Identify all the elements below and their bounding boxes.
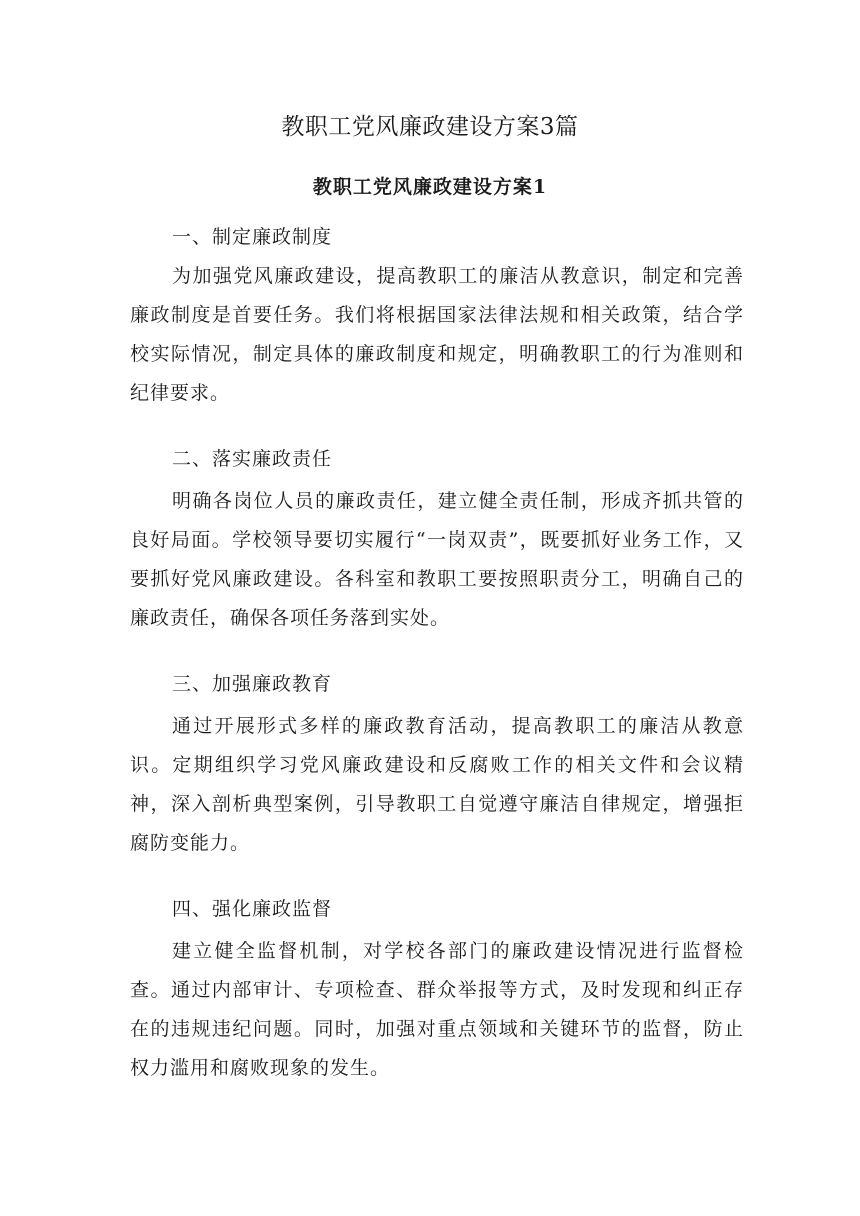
paragraph-2: 明确各岗位人员的廉政责任，建立健全责任制，形成齐抓共管的良好局面。学校领导要切实履行“一岗双责”，既要抓好业务工作，又要抓好党风廉政建设。各科室和教职工要按照职责分工，明确自己的廉政责任，确保各项任务落到实处。 — [130, 490, 744, 629]
heading-1: 一、制定廉政制度 — [172, 226, 333, 248]
paragraph-3: 通过开展形式多样的廉政教育活动，提高教职工的廉洁从教意识。定期组织学习党风廉政建设和反腐败工作的相关文件和会议精神，深入剖析典型案例，引导教职工自觉遵守廉洁自律规定，增强拒腐防变能力。 — [130, 715, 744, 854]
heading-4: 四、强化廉政监督 — [172, 898, 333, 920]
paragraph-4: 建立健全监督机制，对学校各部门的廉政建设情况进行监督检查。通过内部审计、专项检查、群众举报等方式，及时发现和纠正存在的违规违纪问题。同时，加强对重点领域和关键环节的监督，防止权力滥用和腐败现象的发生。 — [130, 940, 744, 1079]
document-title: 教职工党风廉政建设方案3篇 — [281, 114, 579, 140]
heading-3: 三、加强廉政教育 — [172, 673, 333, 695]
paragraph-1: 为加强党风廉政建设，提高教职工的廉洁从教意识，制定和完善廉政制度是首要任务。我们将根据国家法律法规和相关政策，结合学校实际情况，制定具体的廉政制度和规定，明确教职工的行为准则和纪律要求。 — [130, 265, 744, 404]
heading-2: 二、落实廉政责任 — [172, 448, 333, 470]
section-title: 教职工党风廉政建设方案1 — [312, 176, 548, 198]
